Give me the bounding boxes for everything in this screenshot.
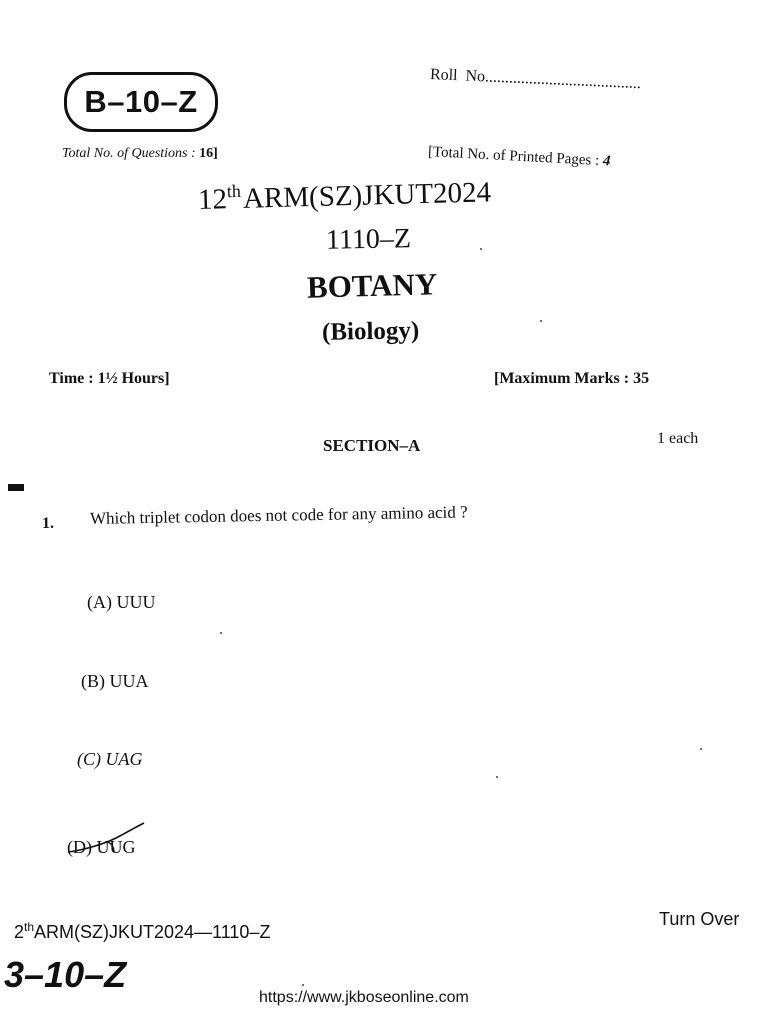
section-title: SECTION–A xyxy=(323,436,421,455)
total-pages-label: [Total No. of Printed Pages : xyxy=(427,144,600,169)
question-text: Which triplet codon does not code for any amino acid ? xyxy=(89,502,468,528)
roll-number-dots: No....................................... xyxy=(465,67,642,93)
maximum-marks: [Maximum Marks : 35 xyxy=(494,370,650,387)
exam-code xyxy=(198,174,492,217)
turn-over-note: Turn Over xyxy=(659,909,740,929)
total-questions-label: Total No. of Questions : xyxy=(62,146,196,161)
paper-code-badge xyxy=(64,72,218,132)
roll-label: Roll xyxy=(429,66,458,85)
question-number: 1. xyxy=(42,515,54,532)
total-pages xyxy=(428,144,611,171)
section-marks-note: 1 each xyxy=(657,430,699,447)
footer-exam-code xyxy=(14,920,270,943)
scan-speck xyxy=(220,632,222,634)
option-d: (D) UUG xyxy=(67,837,136,857)
scan-speck xyxy=(700,748,702,750)
subject-subtitle: (Biology) xyxy=(321,317,420,346)
scan-speck xyxy=(480,248,482,250)
time-allowed: Time : 1½ Hours] xyxy=(49,370,170,387)
total-questions xyxy=(62,146,218,162)
scan-speck xyxy=(496,776,498,778)
exam-ordinal: 12 xyxy=(197,183,228,216)
total-pages-value: 4 xyxy=(602,153,611,170)
option-b: (B) UUA xyxy=(81,671,149,691)
option-a: (A) UUU xyxy=(87,592,156,612)
scan-speck xyxy=(302,984,304,986)
subject-title: BOTANY xyxy=(306,266,438,305)
roll-number-field xyxy=(430,66,642,93)
footer-code-suffix: th xyxy=(24,920,35,934)
total-questions-value: 16] xyxy=(199,146,218,161)
subject-code: 1110–Z xyxy=(325,223,412,256)
scan-speck xyxy=(540,320,542,322)
footer-code-text: ARM(SZ)JKUT2024—1110–Z xyxy=(34,922,271,942)
margin-mark xyxy=(8,484,24,491)
paper-code: B–10–Z xyxy=(84,84,198,119)
footer-url[interactable]: https://www.jkboseonline.com xyxy=(259,989,469,1006)
option-c: (C) UAG xyxy=(77,749,143,769)
footer-code-prefix: 2 xyxy=(14,922,25,942)
exam-code-text: ARM(SZ)JKUT2024 xyxy=(242,176,492,215)
exam-ordinal-suffix: th xyxy=(226,180,242,202)
footer-paper-code: 3–10–Z xyxy=(4,954,127,995)
